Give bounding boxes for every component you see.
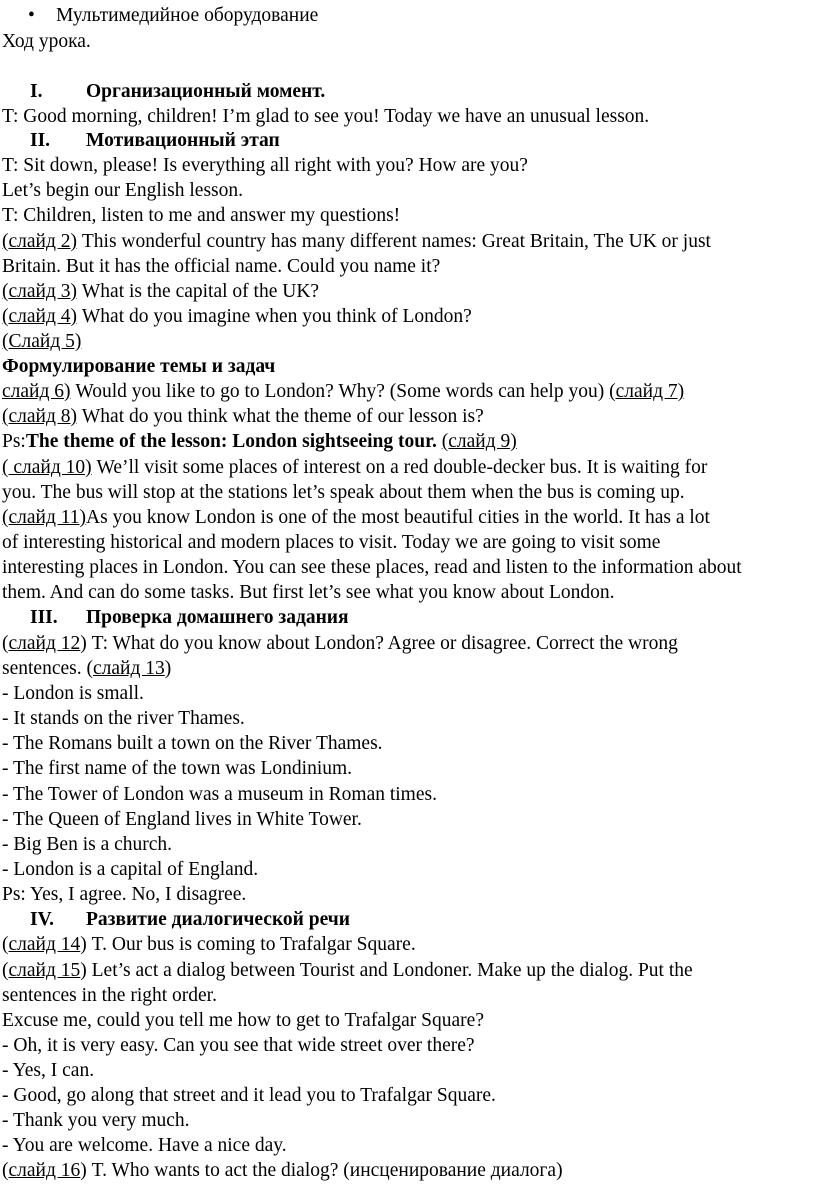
slide-link[interactable]: слайд 13 — [92, 658, 165, 679]
text-span: What do you think what the theme of our lesson is? — [77, 406, 484, 427]
list-item: - London is small. — [2, 683, 144, 704]
text-line — [2, 632, 816, 656]
slide-link[interactable]: (слайд 11) — [2, 507, 87, 528]
text-span: ( — [2, 633, 9, 654]
text-span: ) T. Our bus is coming to Trafalgar Square. — [80, 934, 416, 955]
bullet-icon: • — [28, 5, 35, 26]
text-line — [2, 380, 816, 404]
slide-link[interactable]: (слайд 3) — [2, 281, 78, 302]
text-line: Let’s begin our English lesson. — [2, 180, 244, 201]
dialog-line: - You are welcome. Have a nice day. — [2, 1135, 287, 1156]
text-span: We’ll visit some places of interest on a red double-decker bus. It is waiting for — [91, 457, 708, 478]
text-span: ) T. Who wants to act the dialog? (инсценирование диалога) — [80, 1160, 563, 1181]
slide-link[interactable]: слайд 6) — [2, 381, 71, 402]
slide-link[interactable]: слайд 16 — [8, 1160, 81, 1181]
section-number: IV. — [30, 909, 55, 930]
text-span: What do you imagine when you think of London? — [77, 306, 472, 327]
text-span: sentences. ( — [2, 658, 93, 679]
slide-link[interactable]: (слайд 7) — [609, 381, 685, 402]
section-title: Проверка домашнего задания — [86, 607, 349, 628]
section-heading-4 — [30, 908, 816, 932]
subheading: Формулирование темы и задач — [2, 356, 276, 377]
dialog-line: - Good, go along that street and it lead you to Trafalgar Square. — [2, 1085, 496, 1106]
list-item: - The Tower of London was a museum in Roman times. — [2, 784, 437, 805]
text-line — [2, 230, 816, 254]
text-line: Ps: Yes, I agree. No, I disagree. — [2, 884, 247, 905]
section-title: Организационный момент. — [86, 81, 326, 102]
text-line: interesting places in London. You can see these places, read and listen to the information about — [2, 557, 742, 578]
text-span: Ps: — [2, 431, 26, 452]
text-line: T: Good morning, children! I’m glad to see you! Today we have an unusual lesson. — [2, 106, 650, 127]
text-span: ) — [164, 658, 172, 679]
text-line — [2, 405, 816, 429]
text-line — [2, 305, 816, 329]
text-line — [2, 330, 816, 354]
list-item: - Big Ben is a church. — [2, 834, 173, 855]
text-line: T: Sit down, please! Is everything all right with you? How are you? — [2, 155, 528, 176]
section-heading-3 — [30, 606, 816, 630]
text-span: ( — [2, 960, 9, 981]
section-number: I. — [30, 81, 43, 102]
list-item: - London is a capital of England. — [2, 859, 259, 880]
text-span: ( — [2, 934, 9, 955]
text-line: them. And can do some tasks. But first let’s see what you know about London. — [2, 582, 615, 603]
slide-link[interactable]: (слайд 4) — [2, 306, 78, 327]
text-line — [2, 430, 816, 454]
text-line — [2, 657, 816, 681]
section-title: Развитие диалогической речи — [86, 909, 351, 930]
text-span: ) Let’s act a dialog between Tourist and Londoner. Make up the dialog. Put the — [80, 960, 693, 981]
section-heading-1 — [30, 80, 816, 104]
dialog-line: Excuse me, could you tell me how to get to Trafalgar Square? — [2, 1010, 484, 1031]
slide-link[interactable]: (слайд 2) — [2, 231, 78, 252]
section-number: III. — [30, 607, 58, 628]
text-line — [2, 280, 816, 304]
list-item: - The Queen of England lives in White Tower. — [2, 809, 362, 830]
dialog-line: - Yes, I can. — [2, 1060, 95, 1081]
bullet-text: Мультимедийное оборудование — [56, 5, 319, 26]
text-line: you. The bus will stop at the stations let’s speak about them when the bus is coming up. — [2, 482, 685, 503]
text-span: As you know London is one of the most beautiful cities in the world. It has a lot — [86, 507, 710, 528]
text-line: of interesting historical and modern places to visit. Today we are going to visit some — [2, 532, 661, 553]
slide-link[interactable]: слайд 15 — [8, 960, 81, 981]
list-item: - It stands on the river Thames. — [2, 708, 245, 729]
bullet-item — [28, 4, 816, 28]
text-span: What is the capital of the UK? — [77, 281, 320, 302]
slide-link[interactable]: ( слайд 10) — [2, 457, 92, 478]
slide-link[interactable]: (слайд 8) — [2, 406, 78, 427]
text-line: T: Children, listen to me and answer my questions! — [2, 205, 401, 226]
list-item: - The first name of the town was Londinium. — [2, 758, 353, 779]
text-line — [2, 933, 816, 957]
slide-link[interactable]: слайд 14 — [8, 934, 81, 955]
text-line: Britain. But it has the official name. Could you name it? — [2, 256, 441, 277]
section-heading-2 — [30, 129, 816, 153]
dialog-line: - Oh, it is very easy. Can you see that wide street over there? — [2, 1035, 475, 1056]
slide-link[interactable]: (Слайд 5) — [2, 331, 82, 352]
dialog-line: - Thank you very much. — [2, 1110, 190, 1131]
text-line — [2, 959, 816, 983]
section-number: II. — [30, 130, 51, 151]
text-line: sentences in the right order. — [2, 985, 217, 1006]
slide-link[interactable]: (слайд 9) — [441, 431, 517, 452]
lesson-theme: The theme of the lesson: London sightseeing tour. — [25, 431, 437, 452]
lesson-course-label: Ход урока. — [2, 31, 91, 52]
text-span: This wonderful country has many different names: Great Britain, The UK or just — [77, 231, 711, 252]
text-span: ( — [2, 1160, 9, 1181]
text-span: Would you like to go to London? Why? (Some words can help you) — [70, 381, 610, 402]
list-item: - The Romans built a town on the River Thames. — [2, 733, 383, 754]
text-line — [2, 1159, 816, 1183]
slide-link[interactable]: слайд 12 — [8, 633, 81, 654]
text-line — [2, 456, 816, 480]
text-span: ) T: What do you know about London? Agree or disagree. Correct the wrong — [80, 633, 678, 654]
section-title: Мотивационный этап — [86, 130, 280, 151]
text-line — [2, 506, 816, 530]
